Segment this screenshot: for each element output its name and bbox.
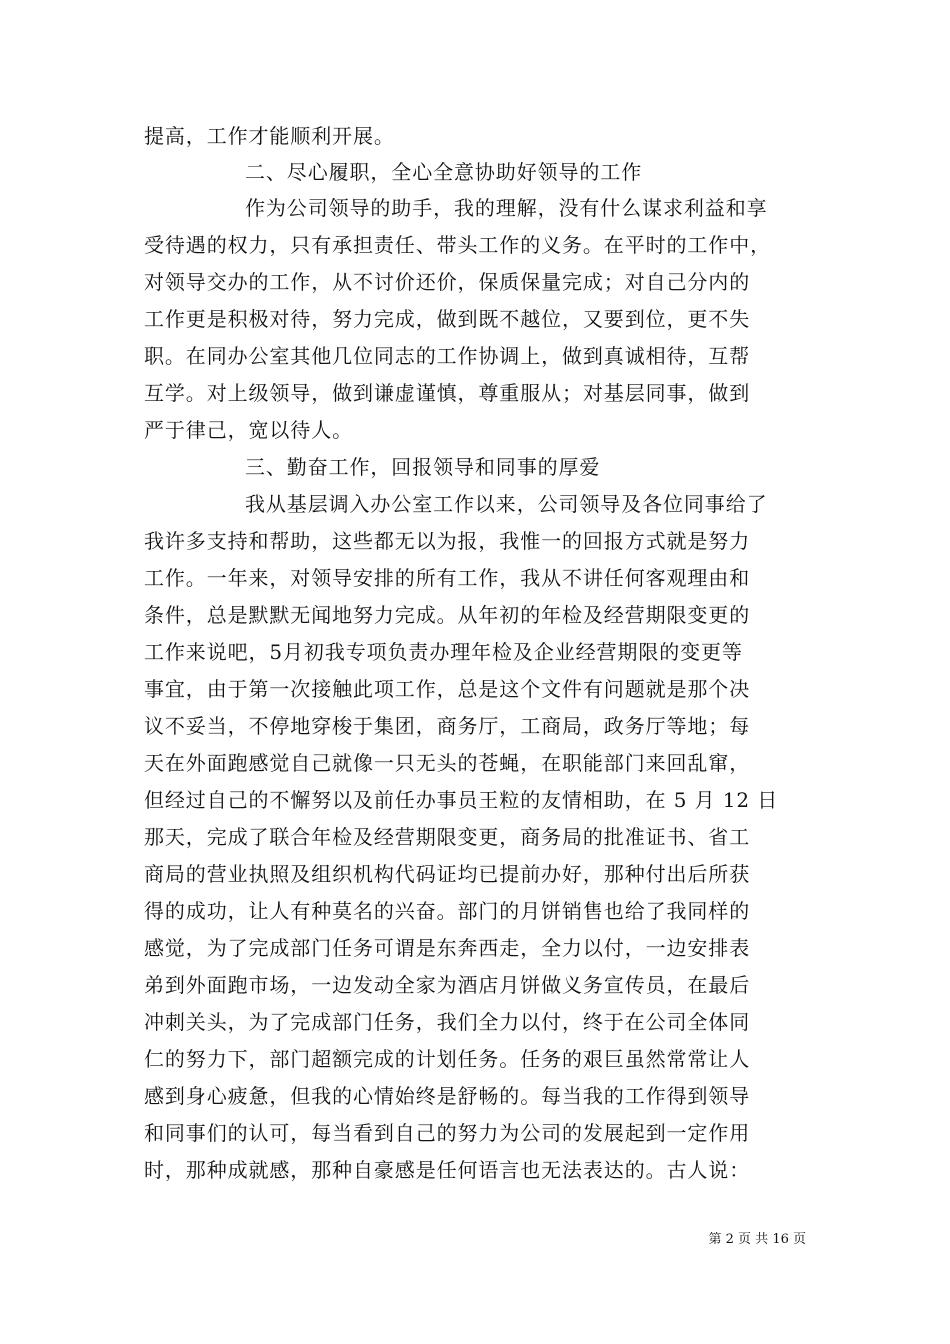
text-line: 我从基层调入办公室工作以来，公司领导及各位同事给了: [245, 492, 768, 516]
text-line: 对领导交办的工作，从不讨价还价，保质保量完成；对自己分内的: [144, 270, 751, 294]
text-line: 工作来说吧，5月初我专项负责办理年检及企业经营期限的变更等: [144, 640, 743, 664]
section-heading-3: 三、勤奋工作，回报领导和同事的厚爱: [245, 455, 601, 479]
text-line: 弟到外面跑市场，一边发动全家为酒店月饼做义务宣传员，在最后: [144, 973, 751, 997]
text-line: 议不妥当，不停地穿梭于集团，商务厅，工商局，政务厅等地；每: [144, 714, 751, 738]
text-line: 天在外面跑感觉自己就像一只无头的苍蝇，在职能部门来回乱窜，: [144, 751, 751, 775]
text-line: 那天，完成了联合年检及经营期限变更，商务局的批准证书、省工: [144, 825, 751, 849]
text-line: 商局的营业执照及组织机构代码证均已提前办好，那种付出后所获: [144, 862, 751, 886]
text-line: 感觉，为了完成部门任务可谓是东奔西走，全力以付，一边安排表: [144, 936, 751, 960]
text-line: 和同事们的认可，每当看到自己的努力为公司的发展起到一定作用: [144, 1121, 751, 1145]
section-heading-2: 二、尽心履职，全心全意协助好领导的工作: [245, 160, 643, 184]
text-line: 作为公司领导的助手，我的理解，没有什么谋求利益和享: [245, 196, 768, 220]
text-line: 仁的努力下，部门超额完成的计划任务。任务的艰巨虽然常常让人: [144, 1047, 751, 1071]
text-line: 冲刺关头，为了完成部门任务，我们全力以付，终于在公司全体同: [144, 1010, 751, 1034]
text-line: 时，那种成就感，那种自豪感是任何语言也无法表达的。古人说：: [144, 1158, 751, 1182]
text-line: 感到身心疲惫，但我的心情始终是舒畅的。每当我的工作得到领导: [144, 1084, 751, 1108]
text-line: 事宜，由于第一次接触此项工作，总是这个文件有问题就是那个决: [144, 677, 751, 701]
text-line: 职。在同办公室其他几位同志的工作协调上，做到真诚相待，互帮: [144, 344, 751, 368]
text-line: 得的成功，让人有种莫名的兴奋。部门的月饼销售也给了我同样的: [144, 899, 751, 923]
page-number: 第 2 页 共 16 页: [708, 1232, 806, 1247]
text-line: 我许多支持和帮助，这些都无以为报，我惟一的回报方式就是努力: [144, 529, 751, 553]
text-line: 工作。一年来，对领导安排的所有工作，我从不讲任何客观理由和: [144, 566, 751, 590]
text-line: 但经过自己的不懈努以及前任办事员王粒的友情相助，在 5 月 12 日: [144, 788, 779, 812]
text-line: 条件，总是默默无闻地努力完成。从年初的年检及经营期限变更的: [144, 603, 751, 627]
text-line: 严于律己，宽以待人。: [144, 418, 353, 442]
text-line: 受待遇的权力，只有承担责任、带头工作的义务。在平时的工作中，: [144, 233, 771, 257]
text-line: 提高，工作才能顺利开展。: [144, 124, 395, 148]
text-line: 互学。对上级领导，做到谦虚谨慎，尊重服从；对基层同事，做到: [144, 381, 751, 405]
text-line: 工作更是积极对待，努力完成，做到既不越位，又要到位，更不失: [144, 307, 751, 331]
